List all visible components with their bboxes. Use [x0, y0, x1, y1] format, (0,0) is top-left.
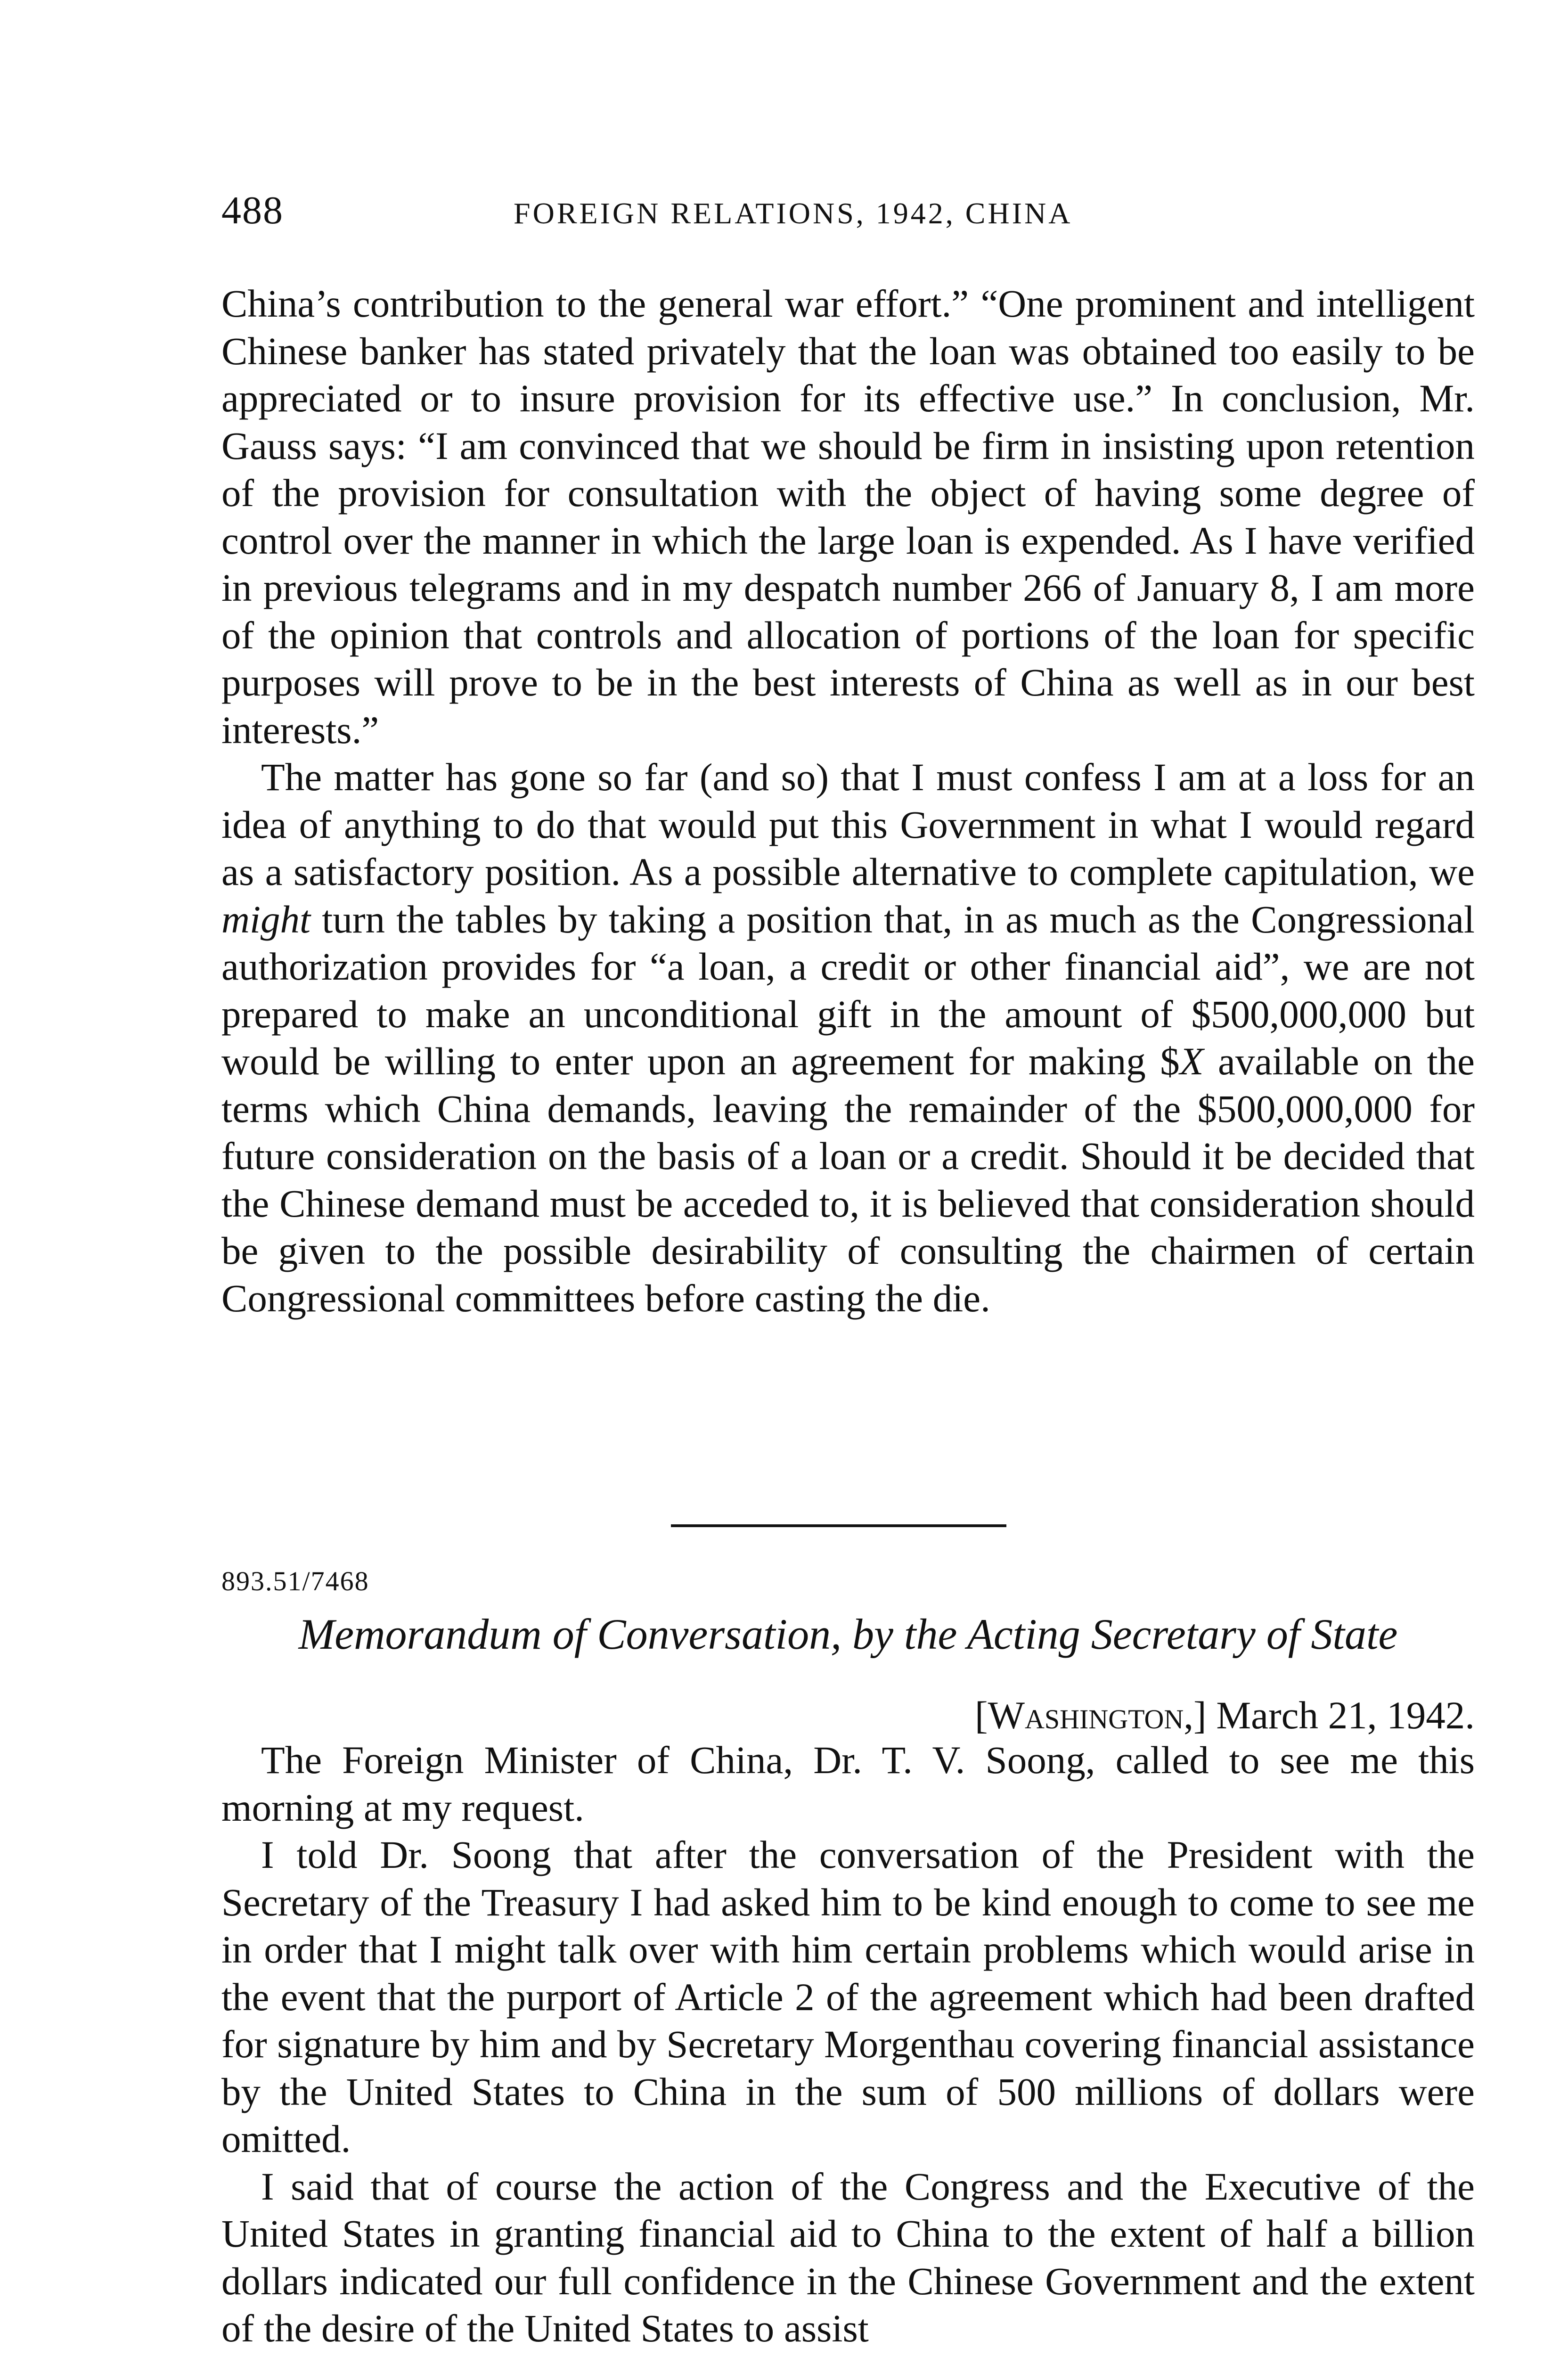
memorandum-paragraph: The Foreign Minister of China, Dr. T. V. Soong, called to see me this morning at my request. — [221, 1738, 1475, 1829]
analysis-text-before-emphasis: The matter has gone so far (and so) that I must confess I am at a loss for an idea of anything to do that would put this Government in what I would regard as a satisfactory position. As a possible alternative to complete capitulation, we — [221, 755, 1475, 893]
analysis-text-after-variable: available on the terms which China demands, leaving the remainder of the $500,000,000 for future consideration on the basis of a loan or a credit. Should it be decided that the Chinese demand must be acceded to, it is believed that consideration should be given to the possible desirability of consulting the chairmen of certain Congressional committees before casting the die. — [221, 1039, 1475, 1320]
analysis-paragraph — [221, 753, 1475, 1322]
section-divider — [671, 1524, 1006, 1527]
memorandum-paragraph: I said that of course the action of the Congress and the Executive of the United States in granting financial aid to China to the extent of half a billion dollars indicated our full confidence in the Chinese Government and the extent of the desire of the United States to assist — [221, 2164, 1475, 2350]
page-number: 488 — [221, 188, 284, 232]
dateline-open-bracket: [ — [974, 1693, 988, 1737]
dateline-place: Washington — [988, 1693, 1184, 1737]
analysis-text-middle: turn the tables by taking a position that, in as much as the Congressional authorization provides for “a loan, a credit or other financial aid”, we are not prepared to make an unconditional gift in the amount of $500,000,000 but would be willing to enter upon an agreement for making $ — [221, 897, 1475, 1083]
memorandum-paragraph: I told Dr. Soong that after the conversation of the President with the Secretary of the Treasury I had asked him to be kind enough to come to see me in order that I might talk over with him certain problems which would arise in the event that the purport of Article 2 of the agreement which had been drafted for signature by him and by Secretary Morgenthau covering financial assistance by the United States to China in the sum of 500 millions of dollars were omitted. — [221, 1833, 1475, 2160]
dateline-date: March 21, 1942. — [1206, 1693, 1475, 1737]
file-number: 893.51/7468 — [221, 1566, 369, 1596]
running-head-title: FOREIGN RELATIONS, 1942, CHINA — [514, 196, 1073, 230]
running-head — [221, 185, 1475, 237]
continued-text — [221, 280, 1475, 1322]
variable-x: X — [1179, 1039, 1204, 1083]
continued-paragraph: China’s contribution to the general war effort.” “One prominent and intelligent Chinese banker has stated privately that the loan was obtained too easily to be appreciated or to insure provision for its effective use.” In conclusion, Mr. Gauss says: “I am convinced that we should be firm in insisting upon retention of the provision for consultation with the object of having some degree of control over the manner in which the large loan is expended. As I have verified in previous telegrams and in my despatch number 266 of January 8, I am more of the opinion that controls and allocation of portions of the loan for specific purposes will prove to be in the best interests of China as well as in our best interests.” — [221, 282, 1475, 752]
memorandum-title: Memorandum of Conversation, by the Acting Secretary of State — [298, 1610, 1398, 1658]
memorandum-body — [221, 1736, 1475, 2352]
memorandum-dateline — [221, 1692, 1475, 1739]
dateline-close-bracket: ,] — [1184, 1693, 1207, 1737]
emphasized-word: might — [221, 897, 311, 941]
